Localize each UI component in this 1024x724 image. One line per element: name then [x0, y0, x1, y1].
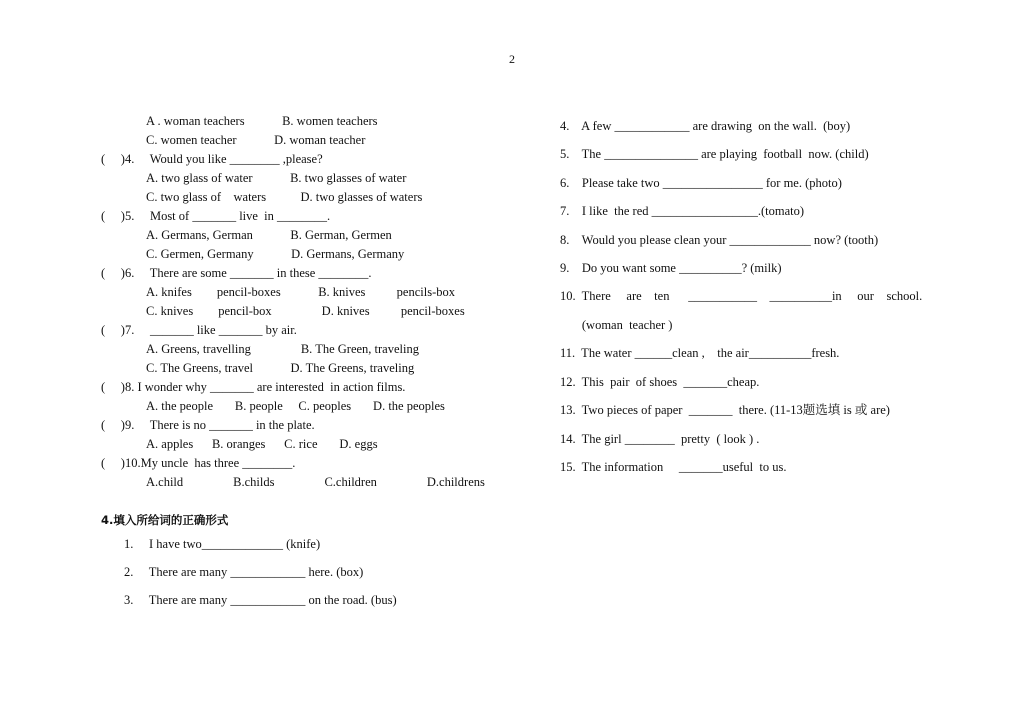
question-line: ( )6. There are some _______ in these ________. — [101, 266, 372, 280]
fill-in-item: 2. There are many ____________ here. (box) — [124, 565, 364, 579]
fill-in-item: 4. A few ____________ are drawing on the wall. (boy) — [560, 119, 851, 133]
page-number: 2 — [509, 52, 515, 66]
question-line: ( )5. Most of _______ live in ________. — [101, 209, 331, 223]
fill-in-item: 14. The girl ________ pretty ( look ) . — [560, 432, 760, 446]
fill-in-item: 8. Would you please clean your _____________ now? (tooth) — [560, 233, 879, 247]
fill-in-item: 13. Two pieces of paper _______ there. (11-13题选填 is 或 are) — [560, 403, 890, 417]
fill-in-item: 6. Please take two ________________ for me. (photo) — [560, 176, 842, 190]
choice-options-line: A.child B.childs C.children D.childrens — [146, 475, 485, 489]
choice-options-line: A. the people B. people C. peoples D. the peoples — [146, 399, 445, 413]
fill-in-item: 5. The _______________ are playing football now. (child) — [560, 147, 869, 161]
fill-in-item: 12. This pair of shoes _______cheap. — [560, 375, 760, 389]
choice-options-line: A. Germans, German B. German, Germen — [146, 228, 392, 242]
question-line: ( )10.My uncle has three ________. — [101, 456, 296, 470]
choice-options-line: A. two glass of water B. two glasses of water — [146, 171, 407, 185]
choice-options-line: C. Germen, Germany D. Germans, Germany — [146, 247, 405, 261]
choice-options-line: A . woman teachers B. women teachers — [146, 114, 378, 128]
fill-in-item: 10. There are ten ___________ __________in our school. — [560, 289, 923, 303]
fill-in-item-continued: (woman teacher ) — [560, 318, 673, 332]
fill-in-item: 1. I have two_____________ (knife) — [124, 537, 321, 551]
fill-in-item: 7. I like the red _________________.(tomato) — [560, 204, 805, 218]
choice-options-line: A. knifes pencil-boxes B. knives pencils-box — [146, 285, 455, 299]
fill-in-item: 11. The water ______clean , the air__________fresh. — [560, 346, 840, 360]
section-heading: 4.填入所给词的正确形式 — [101, 513, 229, 527]
choice-options-line: C. women teacher D. woman teacher — [146, 133, 366, 147]
choice-options-line: A. apples B. oranges C. rice D. eggs — [146, 437, 378, 451]
question-line: ( )7. _______ like _______ by air. — [101, 323, 297, 337]
fill-in-item: 15. The information _______useful to us. — [560, 460, 787, 474]
question-line: ( )8. I wonder why _______ are interested in action films. — [101, 380, 406, 394]
fill-in-item: 9. Do you want some __________? (milk) — [560, 261, 782, 275]
choice-options-line: A. Greens, travelling B. The Green, traveling — [146, 342, 419, 356]
question-line: ( )4. Would you like ________ ,please? — [101, 152, 323, 166]
question-line: ( )9. There is no _______ in the plate. — [101, 418, 315, 432]
choice-options-line: C. two glass of waters D. two glasses of waters — [146, 190, 423, 204]
choice-options-line: C. knives pencil-box D. knives pencil-boxes — [146, 304, 465, 318]
choice-options-line: C. The Greens, travel D. The Greens, traveling — [146, 361, 415, 375]
fill-in-item: 3. There are many ____________ on the road. (bus) — [124, 593, 397, 607]
